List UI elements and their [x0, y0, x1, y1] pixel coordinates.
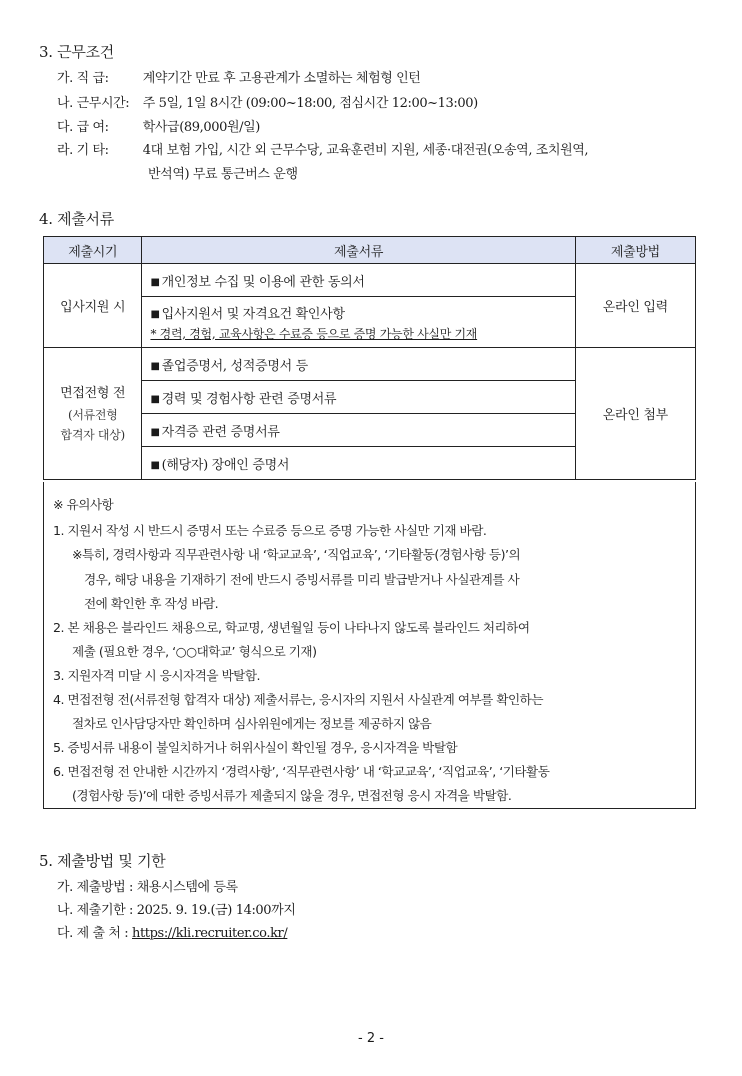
- time-label: 면접전형 전: [60, 385, 126, 401]
- note-line: 경우, 해당 내용을 기재하기 전에 반드시 증빙서류를 미리 발급받거나 사실관계를 사: [84, 572, 520, 587]
- submit-destination: [57, 922, 287, 941]
- doc-text: 졸업증명서, 성적증명서 등: [161, 358, 308, 374]
- other-value: 4대 보험 가입, 시간 외 근무수당, 교육훈련비 지원, 세종·대전권(오송역, 조치원역,: [142, 143, 589, 158]
- position-label: 가. 직 급:: [57, 71, 109, 86]
- doc-text: (해당자) 장애인 증명서: [161, 457, 290, 473]
- doc-text: 자격증 관련 증명서류: [161, 424, 280, 440]
- doc-item: [142, 447, 575, 480]
- submit-deadline-label: 나. 제출기한 :: [57, 903, 133, 918]
- note-line: 6. 면접전형 전 안내한 시간까지 ‘경력사항’, ‘직무관련사항’ 내 ‘학교교육’, ‘직업교육’, ‘기타활동: [53, 764, 550, 779]
- submit-method: [57, 876, 238, 895]
- work-condition-pay: [57, 116, 260, 135]
- section-3-title: 3. 근무조건: [39, 43, 114, 61]
- other-value-continued: 반석역) 무료 통근버스 운행: [148, 167, 298, 182]
- hours-value: 주 5일, 1일 8시간 (09:00~18:00, 점심시간 12:00~13:00): [142, 96, 478, 111]
- time-sub-2: 합격자 대상): [60, 427, 125, 442]
- submit-method-label: 가. 제출방법 :: [57, 880, 133, 895]
- hours-label: 나. 근무시간:: [57, 96, 130, 111]
- doc-item: [142, 264, 575, 297]
- note-line: 4. 면접전형 전(서류전형 합격자 대상) 제출서류는, 응시자의 지원서 사실관계 여부를 확인하는: [53, 692, 544, 707]
- table-row: [44, 264, 696, 297]
- submit-deadline: [57, 899, 295, 918]
- note-line: 1. 지원서 작성 시 반드시 증명서 또는 수료증 등으로 증명 가능한 사실만 기재 바람.: [53, 523, 487, 538]
- square-bullet-icon: ■: [150, 276, 160, 288]
- recruiter-link[interactable]: https://kli.recruiter.co.kr/: [132, 926, 288, 941]
- square-bullet-icon: ■: [150, 426, 160, 438]
- square-bullet-icon: ■: [150, 393, 160, 405]
- doc-text: 경력 및 경험사항 관련 증명서류: [161, 391, 337, 407]
- work-condition-hours: [57, 92, 478, 111]
- pay-value: 학사급(89,000원/일): [142, 120, 260, 135]
- note-line: 2. 본 채용은 블라인드 채용으로, 학교명, 생년월일 등이 나타나지 않도록 블라인드 처리하여: [53, 620, 530, 635]
- note-line: (경험사항 등)’에 대한 증빙서류가 제출되지 않을 경우, 면접전형 응시 자격을 박탈함.: [72, 788, 512, 803]
- doc-text: 개인정보 수집 및 이용에 관한 동의서: [161, 274, 365, 290]
- method-online-attach: 온라인 첨부: [575, 348, 695, 480]
- notes-box: [43, 482, 696, 809]
- note-line: ※특히, 경력사항과 직무관련사항 내 ‘학교교육’, ‘직업교육’, ‘기타활동(경험사항 등)’의: [72, 547, 521, 562]
- pay-label: 다. 급 여:: [57, 120, 109, 135]
- doc-text: 입사지원서 및 자격요건 확인사항: [161, 306, 345, 322]
- documents-table: [43, 236, 696, 480]
- doc-item: [142, 414, 575, 447]
- note-line: 전에 확인한 후 작성 바람.: [84, 596, 219, 611]
- submit-deadline-value: 2025. 9. 19.(금) 14:00까지: [136, 903, 296, 918]
- header-documents: 제출서류: [142, 237, 575, 264]
- note-line: 제출 (필요한 경우, ‘○○대학교’ 형식으로 기재): [72, 644, 317, 659]
- section-4-title: 4. 제출서류: [39, 210, 114, 228]
- work-condition-other: [57, 139, 588, 158]
- time-before-interview: [44, 348, 142, 480]
- time-application: 입사지원 시: [44, 264, 142, 348]
- table-row: [44, 348, 696, 381]
- doc-item: [142, 297, 575, 348]
- note-line: 5. 증빙서류 내용이 불일치하거나 허위사실이 확인될 경우, 응시자격을 박탈함: [53, 740, 458, 755]
- method-online-input: 온라인 입력: [575, 264, 695, 348]
- square-bullet-icon: ■: [150, 308, 160, 320]
- submit-destination-label: 다. 제 출 처 :: [57, 926, 129, 941]
- position-value: 계약기간 만료 후 고용관계가 소멸하는 체험형 인턴: [142, 71, 421, 86]
- notes-title: ※ 유의사항: [53, 497, 114, 512]
- time-sub-1: (서류전형: [67, 407, 118, 422]
- square-bullet-icon: ■: [150, 360, 160, 372]
- note-line: 3. 지원자격 미달 시 응시자격을 박탈함.: [53, 668, 261, 683]
- square-bullet-icon: ■: [150, 459, 160, 471]
- doc-note: * 경력, 경험, 교육사항은 수료증 등으로 증명 가능한 사실만 기재: [150, 326, 478, 341]
- table-header-row: [44, 237, 696, 264]
- other-label: 라. 기 타:: [57, 143, 109, 158]
- note-line: 절차로 인사담당자만 확인하며 심사위원에게는 정보를 제공하지 않음: [72, 716, 432, 731]
- doc-item: [142, 348, 575, 381]
- page-number: - 2 -: [358, 1031, 384, 1046]
- section-5-title: 5. 제출방법 및 기한: [39, 852, 166, 870]
- doc-item: [142, 381, 575, 414]
- header-submit-time: 제출시기: [44, 237, 142, 264]
- submit-method-value: 채용시스템에 등록: [136, 880, 238, 895]
- work-condition-position: [57, 67, 420, 86]
- header-submit-method: 제출방법: [575, 237, 695, 264]
